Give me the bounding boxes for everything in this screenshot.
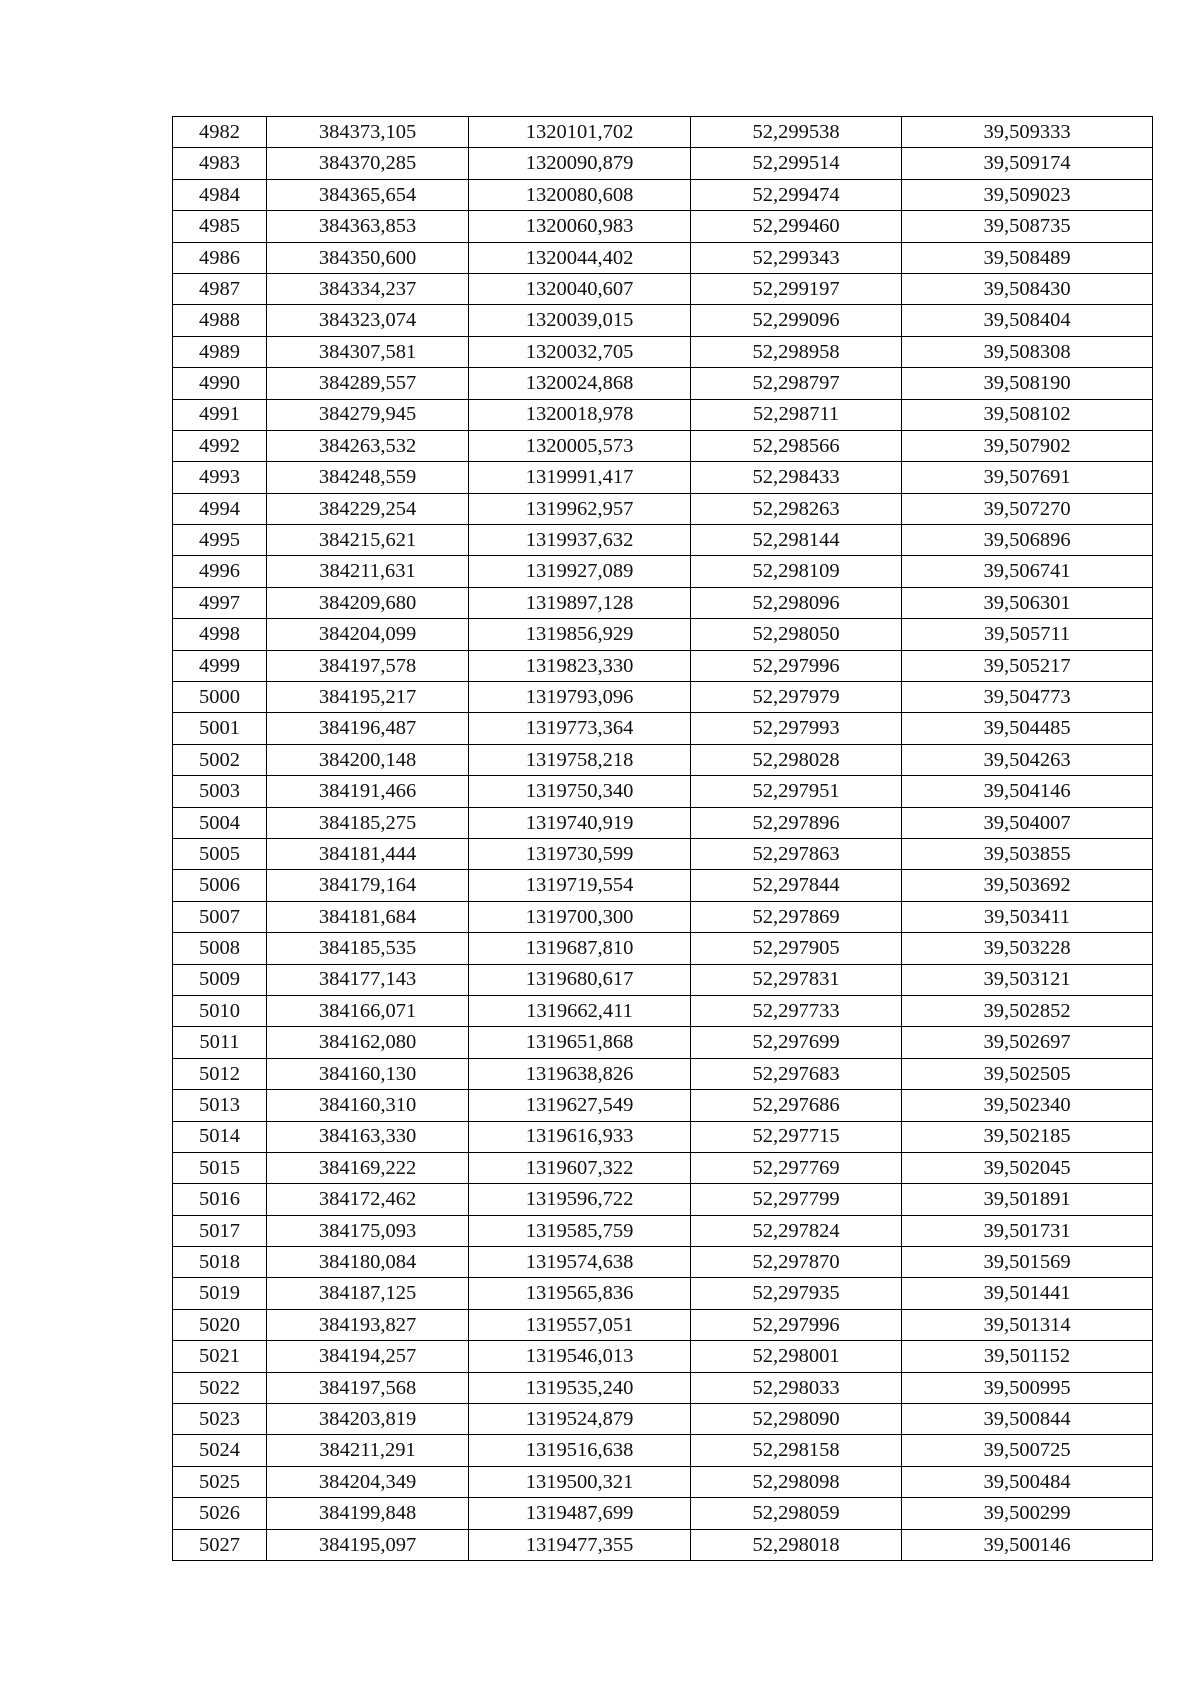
longitude-cell: 39,506741 — [902, 556, 1153, 587]
table-row — [173, 1498, 1153, 1529]
point-number-cell: 4986 — [173, 242, 267, 273]
x-coordinate-cell: 384229,254 — [267, 493, 469, 524]
y-coordinate-cell: 1319651,868 — [469, 1027, 691, 1058]
table-row — [173, 525, 1153, 556]
x-coordinate-cell: 384181,444 — [267, 838, 469, 869]
x-coordinate-cell: 384334,237 — [267, 273, 469, 304]
point-number-cell: 5012 — [173, 1058, 267, 1089]
point-number-cell: 5018 — [173, 1247, 267, 1278]
latitude-cell: 52,298098 — [691, 1466, 902, 1497]
x-coordinate-cell: 384179,164 — [267, 870, 469, 901]
table-row — [173, 776, 1153, 807]
x-coordinate-cell: 384350,600 — [267, 242, 469, 273]
point-number-cell: 4989 — [173, 336, 267, 367]
x-coordinate-cell: 384195,217 — [267, 682, 469, 713]
longitude-cell: 39,500146 — [902, 1529, 1153, 1560]
latitude-cell: 52,299460 — [691, 211, 902, 242]
table-row — [173, 619, 1153, 650]
latitude-cell: 52,297799 — [691, 1184, 902, 1215]
table-row — [173, 399, 1153, 430]
y-coordinate-cell: 1320040,607 — [469, 273, 691, 304]
table-row — [173, 1466, 1153, 1497]
x-coordinate-cell: 384323,074 — [267, 305, 469, 336]
longitude-cell: 39,508102 — [902, 399, 1153, 430]
longitude-cell: 39,504146 — [902, 776, 1153, 807]
table-row — [173, 1435, 1153, 1466]
longitude-cell: 39,503228 — [902, 933, 1153, 964]
latitude-cell: 52,298018 — [691, 1529, 902, 1560]
table-row — [173, 682, 1153, 713]
latitude-cell: 52,297831 — [691, 964, 902, 995]
longitude-cell: 39,501891 — [902, 1184, 1153, 1215]
table-row — [173, 838, 1153, 869]
point-number-cell: 4987 — [173, 273, 267, 304]
table-row — [173, 242, 1153, 273]
point-number-cell: 4998 — [173, 619, 267, 650]
y-coordinate-cell: 1320060,983 — [469, 211, 691, 242]
y-coordinate-cell: 1319596,722 — [469, 1184, 691, 1215]
y-coordinate-cell: 1320018,978 — [469, 399, 691, 430]
x-coordinate-cell: 384204,099 — [267, 619, 469, 650]
latitude-cell: 52,298711 — [691, 399, 902, 430]
x-coordinate-cell: 384370,285 — [267, 148, 469, 179]
coordinate-table-body — [173, 117, 1153, 1561]
table-row — [173, 933, 1153, 964]
latitude-cell: 52,297869 — [691, 901, 902, 932]
x-coordinate-cell: 384172,462 — [267, 1184, 469, 1215]
table-row — [173, 430, 1153, 461]
table-row — [173, 650, 1153, 681]
latitude-cell: 52,298028 — [691, 744, 902, 775]
longitude-cell: 39,502697 — [902, 1027, 1153, 1058]
x-coordinate-cell: 384177,143 — [267, 964, 469, 995]
point-number-cell: 5014 — [173, 1121, 267, 1152]
longitude-cell: 39,507902 — [902, 430, 1153, 461]
latitude-cell: 52,298958 — [691, 336, 902, 367]
latitude-cell: 52,298059 — [691, 1498, 902, 1529]
point-number-cell: 5015 — [173, 1152, 267, 1183]
y-coordinate-cell: 1319535,240 — [469, 1372, 691, 1403]
latitude-cell: 52,298433 — [691, 462, 902, 493]
point-number-cell: 4985 — [173, 211, 267, 242]
point-number-cell: 4990 — [173, 368, 267, 399]
y-coordinate-cell: 1319758,218 — [469, 744, 691, 775]
latitude-cell: 52,298050 — [691, 619, 902, 650]
longitude-cell: 39,506301 — [902, 587, 1153, 618]
y-coordinate-cell: 1320024,868 — [469, 368, 691, 399]
point-number-cell: 5023 — [173, 1404, 267, 1435]
longitude-cell: 39,503411 — [902, 901, 1153, 932]
y-coordinate-cell: 1319793,096 — [469, 682, 691, 713]
x-coordinate-cell: 384160,130 — [267, 1058, 469, 1089]
table-row — [173, 1121, 1153, 1152]
latitude-cell: 52,298797 — [691, 368, 902, 399]
y-coordinate-cell: 1319962,957 — [469, 493, 691, 524]
point-number-cell: 4999 — [173, 650, 267, 681]
x-coordinate-cell: 384191,466 — [267, 776, 469, 807]
table-row — [173, 493, 1153, 524]
point-number-cell: 5019 — [173, 1278, 267, 1309]
latitude-cell: 52,297733 — [691, 995, 902, 1026]
latitude-cell: 52,297979 — [691, 682, 902, 713]
x-coordinate-cell: 384181,684 — [267, 901, 469, 932]
x-coordinate-cell: 384185,275 — [267, 807, 469, 838]
latitude-cell: 52,298158 — [691, 1435, 902, 1466]
y-coordinate-cell: 1319687,810 — [469, 933, 691, 964]
latitude-cell: 52,297996 — [691, 1309, 902, 1340]
longitude-cell: 39,508489 — [902, 242, 1153, 273]
y-coordinate-cell: 1319719,554 — [469, 870, 691, 901]
latitude-cell: 52,298263 — [691, 493, 902, 524]
longitude-cell: 39,501731 — [902, 1215, 1153, 1246]
x-coordinate-cell: 384166,071 — [267, 995, 469, 1026]
latitude-cell: 52,297683 — [691, 1058, 902, 1089]
y-coordinate-cell: 1319546,013 — [469, 1341, 691, 1372]
y-coordinate-cell: 1320032,705 — [469, 336, 691, 367]
point-number-cell: 5010 — [173, 995, 267, 1026]
point-number-cell: 4997 — [173, 587, 267, 618]
x-coordinate-cell: 384169,222 — [267, 1152, 469, 1183]
y-coordinate-cell: 1319516,638 — [469, 1435, 691, 1466]
y-coordinate-cell: 1320005,573 — [469, 430, 691, 461]
point-number-cell: 5027 — [173, 1529, 267, 1560]
x-coordinate-cell: 384197,568 — [267, 1372, 469, 1403]
table-row — [173, 870, 1153, 901]
y-coordinate-cell: 1320044,402 — [469, 242, 691, 273]
latitude-cell: 52,297951 — [691, 776, 902, 807]
longitude-cell: 39,504485 — [902, 713, 1153, 744]
latitude-cell: 52,297844 — [691, 870, 902, 901]
latitude-cell: 52,297896 — [691, 807, 902, 838]
longitude-cell: 39,509023 — [902, 179, 1153, 210]
x-coordinate-cell: 384163,330 — [267, 1121, 469, 1152]
longitude-cell: 39,500725 — [902, 1435, 1153, 1466]
longitude-cell: 39,506896 — [902, 525, 1153, 556]
x-coordinate-cell: 384193,827 — [267, 1309, 469, 1340]
latitude-cell: 52,297824 — [691, 1215, 902, 1246]
y-coordinate-cell: 1319991,417 — [469, 462, 691, 493]
latitude-cell: 52,298566 — [691, 430, 902, 461]
latitude-cell: 52,299514 — [691, 148, 902, 179]
table-row — [173, 273, 1153, 304]
y-coordinate-cell: 1319524,879 — [469, 1404, 691, 1435]
table-row — [173, 1529, 1153, 1560]
longitude-cell: 39,508430 — [902, 273, 1153, 304]
table-row — [173, 556, 1153, 587]
longitude-cell: 39,502340 — [902, 1090, 1153, 1121]
x-coordinate-cell: 384289,557 — [267, 368, 469, 399]
y-coordinate-cell: 1319638,826 — [469, 1058, 691, 1089]
x-coordinate-cell: 384180,084 — [267, 1247, 469, 1278]
y-coordinate-cell: 1319937,632 — [469, 525, 691, 556]
point-number-cell: 5002 — [173, 744, 267, 775]
point-number-cell: 5017 — [173, 1215, 267, 1246]
point-number-cell: 4983 — [173, 148, 267, 179]
longitude-cell: 39,508308 — [902, 336, 1153, 367]
table-row — [173, 462, 1153, 493]
x-coordinate-cell: 384211,291 — [267, 1435, 469, 1466]
point-number-cell: 5020 — [173, 1309, 267, 1340]
table-row — [173, 1309, 1153, 1340]
latitude-cell: 52,297769 — [691, 1152, 902, 1183]
point-number-cell: 5009 — [173, 964, 267, 995]
x-coordinate-cell: 384365,654 — [267, 179, 469, 210]
latitude-cell: 52,299096 — [691, 305, 902, 336]
y-coordinate-cell: 1319487,699 — [469, 1498, 691, 1529]
y-coordinate-cell: 1319823,330 — [469, 650, 691, 681]
x-coordinate-cell: 384215,621 — [267, 525, 469, 556]
longitude-cell: 39,502852 — [902, 995, 1153, 1026]
table-row — [173, 1372, 1153, 1403]
point-number-cell: 5004 — [173, 807, 267, 838]
table-row — [173, 179, 1153, 210]
table-row — [173, 1404, 1153, 1435]
x-coordinate-cell: 384307,581 — [267, 336, 469, 367]
point-number-cell: 4993 — [173, 462, 267, 493]
longitude-cell: 39,507691 — [902, 462, 1153, 493]
y-coordinate-cell: 1319740,919 — [469, 807, 691, 838]
x-coordinate-cell: 384195,097 — [267, 1529, 469, 1560]
x-coordinate-cell: 384209,680 — [267, 587, 469, 618]
y-coordinate-cell: 1319750,340 — [469, 776, 691, 807]
coordinate-table — [172, 116, 1153, 1561]
table-row — [173, 1341, 1153, 1372]
point-number-cell: 5013 — [173, 1090, 267, 1121]
table-row — [173, 1058, 1153, 1089]
latitude-cell: 52,297715 — [691, 1121, 902, 1152]
x-coordinate-cell: 384185,535 — [267, 933, 469, 964]
latitude-cell: 52,299343 — [691, 242, 902, 273]
longitude-cell: 39,503855 — [902, 838, 1153, 869]
x-coordinate-cell: 384194,257 — [267, 1341, 469, 1372]
longitude-cell: 39,501152 — [902, 1341, 1153, 1372]
longitude-cell: 39,508190 — [902, 368, 1153, 399]
longitude-cell: 39,508404 — [902, 305, 1153, 336]
longitude-cell: 39,501441 — [902, 1278, 1153, 1309]
longitude-cell: 39,503692 — [902, 870, 1153, 901]
longitude-cell: 39,509174 — [902, 148, 1153, 179]
longitude-cell: 39,504007 — [902, 807, 1153, 838]
longitude-cell: 39,502045 — [902, 1152, 1153, 1183]
y-coordinate-cell: 1319477,355 — [469, 1529, 691, 1560]
point-number-cell: 4988 — [173, 305, 267, 336]
latitude-cell: 52,297863 — [691, 838, 902, 869]
table-row — [173, 148, 1153, 179]
point-number-cell: 5021 — [173, 1341, 267, 1372]
x-coordinate-cell: 384263,532 — [267, 430, 469, 461]
x-coordinate-cell: 384248,559 — [267, 462, 469, 493]
longitude-cell: 39,500299 — [902, 1498, 1153, 1529]
point-number-cell: 4994 — [173, 493, 267, 524]
latitude-cell: 52,299197 — [691, 273, 902, 304]
table-row — [173, 1184, 1153, 1215]
point-number-cell: 4992 — [173, 430, 267, 461]
y-coordinate-cell: 1319616,933 — [469, 1121, 691, 1152]
x-coordinate-cell: 384211,631 — [267, 556, 469, 587]
latitude-cell: 52,299538 — [691, 117, 902, 148]
point-number-cell: 5011 — [173, 1027, 267, 1058]
longitude-cell: 39,503121 — [902, 964, 1153, 995]
x-coordinate-cell: 384373,105 — [267, 117, 469, 148]
y-coordinate-cell: 1320101,702 — [469, 117, 691, 148]
longitude-cell: 39,500484 — [902, 1466, 1153, 1497]
latitude-cell: 52,297996 — [691, 650, 902, 681]
x-coordinate-cell: 384187,125 — [267, 1278, 469, 1309]
latitude-cell: 52,298144 — [691, 525, 902, 556]
x-coordinate-cell: 384160,310 — [267, 1090, 469, 1121]
point-number-cell: 5001 — [173, 713, 267, 744]
y-coordinate-cell: 1319585,759 — [469, 1215, 691, 1246]
x-coordinate-cell: 384196,487 — [267, 713, 469, 744]
x-coordinate-cell: 384175,093 — [267, 1215, 469, 1246]
point-number-cell: 5026 — [173, 1498, 267, 1529]
table-row — [173, 211, 1153, 242]
y-coordinate-cell: 1319565,836 — [469, 1278, 691, 1309]
table-row — [173, 1152, 1153, 1183]
y-coordinate-cell: 1319662,411 — [469, 995, 691, 1026]
point-number-cell: 4991 — [173, 399, 267, 430]
point-number-cell: 5025 — [173, 1466, 267, 1497]
y-coordinate-cell: 1320090,879 — [469, 148, 691, 179]
table-row — [173, 1247, 1153, 1278]
table-row — [173, 1027, 1153, 1058]
y-coordinate-cell: 1319856,929 — [469, 619, 691, 650]
point-number-cell: 5006 — [173, 870, 267, 901]
y-coordinate-cell: 1319680,617 — [469, 964, 691, 995]
longitude-cell: 39,508735 — [902, 211, 1153, 242]
table-row — [173, 336, 1153, 367]
longitude-cell: 39,505711 — [902, 619, 1153, 650]
point-number-cell: 5007 — [173, 901, 267, 932]
latitude-cell: 52,297870 — [691, 1247, 902, 1278]
longitude-cell: 39,500995 — [902, 1372, 1153, 1403]
latitude-cell: 52,297905 — [691, 933, 902, 964]
y-coordinate-cell: 1319700,300 — [469, 901, 691, 932]
y-coordinate-cell: 1319500,321 — [469, 1466, 691, 1497]
table-row — [173, 305, 1153, 336]
longitude-cell: 39,500844 — [902, 1404, 1153, 1435]
table-row — [173, 117, 1153, 148]
longitude-cell: 39,504263 — [902, 744, 1153, 775]
y-coordinate-cell: 1319773,364 — [469, 713, 691, 744]
point-number-cell: 4996 — [173, 556, 267, 587]
x-coordinate-cell: 384199,848 — [267, 1498, 469, 1529]
longitude-cell: 39,502505 — [902, 1058, 1153, 1089]
longitude-cell: 39,502185 — [902, 1121, 1153, 1152]
y-coordinate-cell: 1319607,322 — [469, 1152, 691, 1183]
point-number-cell: 5005 — [173, 838, 267, 869]
y-coordinate-cell: 1320039,015 — [469, 305, 691, 336]
y-coordinate-cell: 1320080,608 — [469, 179, 691, 210]
latitude-cell: 52,297686 — [691, 1090, 902, 1121]
point-number-cell: 4995 — [173, 525, 267, 556]
table-row — [173, 368, 1153, 399]
table-row — [173, 807, 1153, 838]
longitude-cell: 39,509333 — [902, 117, 1153, 148]
table-row — [173, 1090, 1153, 1121]
y-coordinate-cell: 1319557,051 — [469, 1309, 691, 1340]
point-number-cell: 4982 — [173, 117, 267, 148]
x-coordinate-cell: 384204,349 — [267, 1466, 469, 1497]
longitude-cell: 39,504773 — [902, 682, 1153, 713]
x-coordinate-cell: 384363,853 — [267, 211, 469, 242]
table-row — [173, 901, 1153, 932]
x-coordinate-cell: 384203,819 — [267, 1404, 469, 1435]
table-row — [173, 1278, 1153, 1309]
latitude-cell: 52,298033 — [691, 1372, 902, 1403]
table-row — [173, 995, 1153, 1026]
point-number-cell: 5016 — [173, 1184, 267, 1215]
table-row — [173, 744, 1153, 775]
latitude-cell: 52,297935 — [691, 1278, 902, 1309]
table-row — [173, 587, 1153, 618]
latitude-cell: 52,298109 — [691, 556, 902, 587]
latitude-cell: 52,299474 — [691, 179, 902, 210]
y-coordinate-cell: 1319897,128 — [469, 587, 691, 618]
longitude-cell: 39,501569 — [902, 1247, 1153, 1278]
point-number-cell: 5000 — [173, 682, 267, 713]
table-row — [173, 713, 1153, 744]
table-row — [173, 964, 1153, 995]
latitude-cell: 52,298090 — [691, 1404, 902, 1435]
x-coordinate-cell: 384162,080 — [267, 1027, 469, 1058]
point-number-cell: 5008 — [173, 933, 267, 964]
y-coordinate-cell: 1319627,549 — [469, 1090, 691, 1121]
longitude-cell: 39,507270 — [902, 493, 1153, 524]
longitude-cell: 39,501314 — [902, 1309, 1153, 1340]
x-coordinate-cell: 384200,148 — [267, 744, 469, 775]
point-number-cell: 5024 — [173, 1435, 267, 1466]
point-number-cell: 5003 — [173, 776, 267, 807]
y-coordinate-cell: 1319927,089 — [469, 556, 691, 587]
latitude-cell: 52,297993 — [691, 713, 902, 744]
y-coordinate-cell: 1319574,638 — [469, 1247, 691, 1278]
longitude-cell: 39,505217 — [902, 650, 1153, 681]
latitude-cell: 52,298096 — [691, 587, 902, 618]
latitude-cell: 52,298001 — [691, 1341, 902, 1372]
x-coordinate-cell: 384197,578 — [267, 650, 469, 681]
x-coordinate-cell: 384279,945 — [267, 399, 469, 430]
table-row — [173, 1215, 1153, 1246]
point-number-cell: 5022 — [173, 1372, 267, 1403]
point-number-cell: 4984 — [173, 179, 267, 210]
latitude-cell: 52,297699 — [691, 1027, 902, 1058]
y-coordinate-cell: 1319730,599 — [469, 838, 691, 869]
